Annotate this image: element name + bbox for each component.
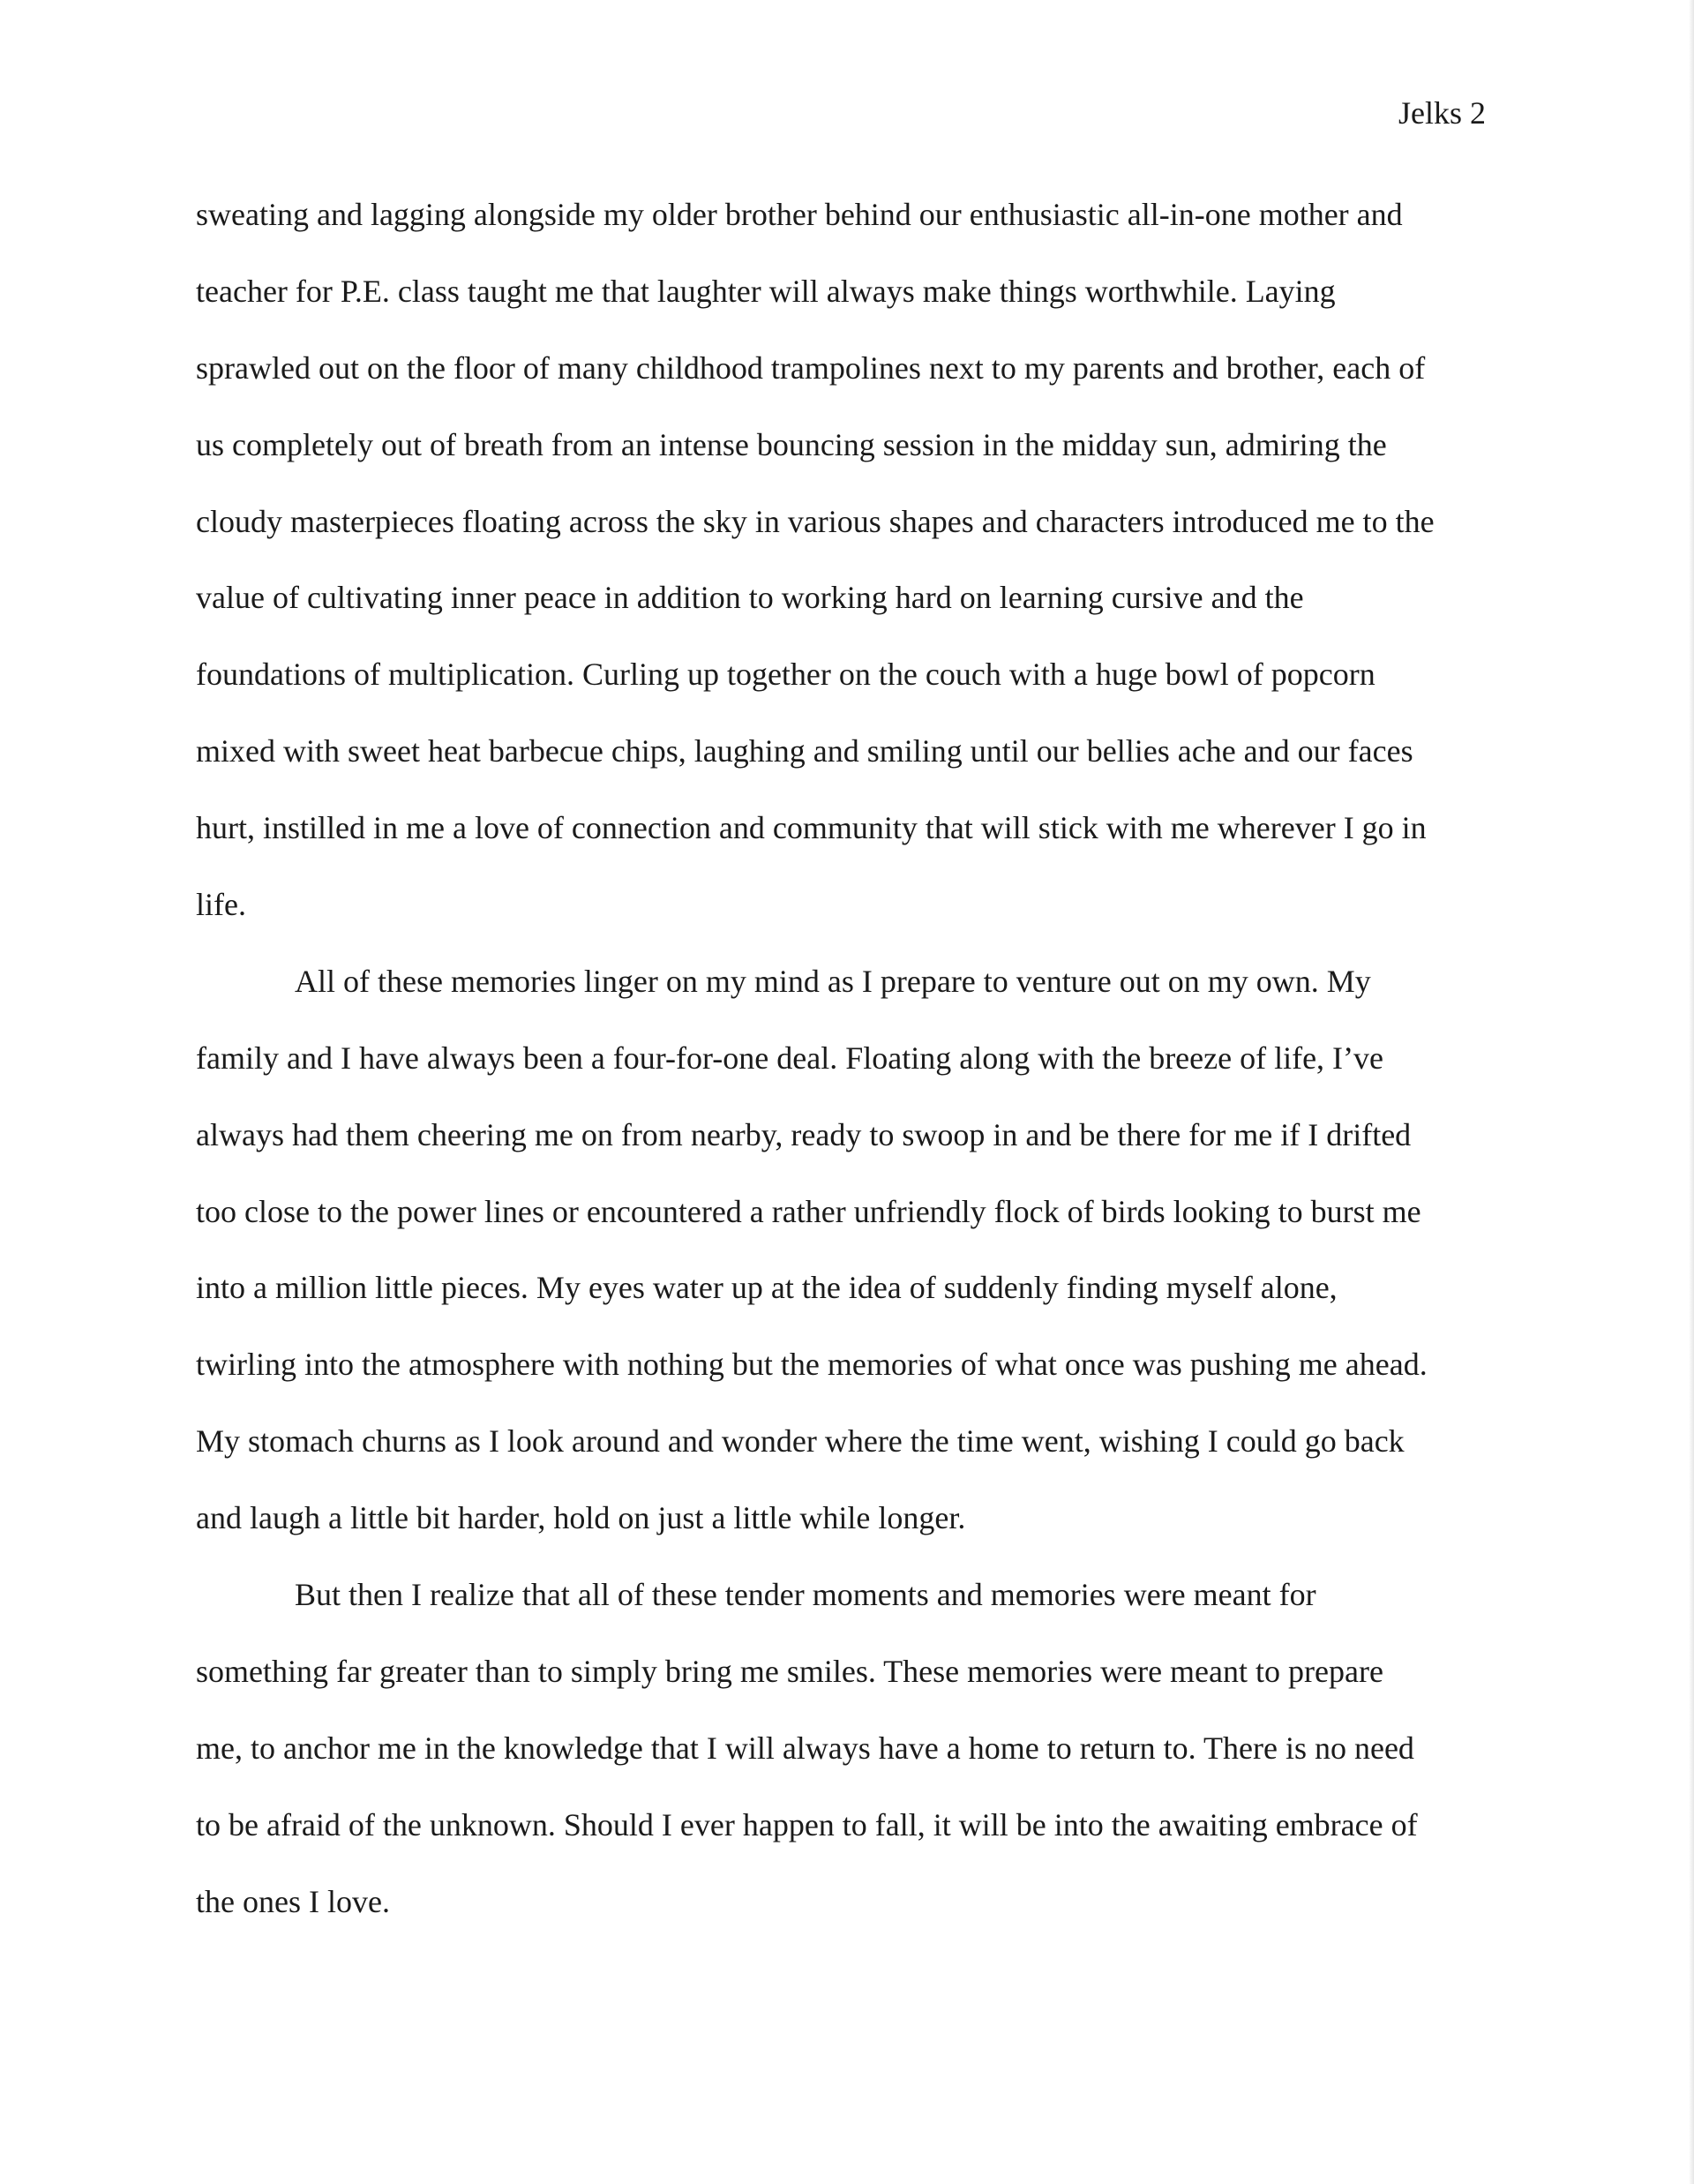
text-line: value of cultivating inner peace in addition to working hard on learning cursive and the <box>196 580 1304 615</box>
text-line: something far greater than to simply bring me smiles. These memories were meant to prepare <box>196 1654 1383 1689</box>
text-line: foundations of multiplication. Curling up together on the couch with a huge bowl of popcorn <box>196 657 1375 692</box>
text-line: cloudy masterpieces floating across the sky in various shapes and characters introduced me to the <box>196 504 1435 539</box>
text-line: twirling into the atmosphere with nothing but the memories of what once was pushing me ahead. <box>196 1347 1428 1382</box>
text-line: mixed with sweet heat barbecue chips, laughing and smiling until our bellies ache and our faces <box>196 733 1413 769</box>
text-line: family and I have always been a four-for-one deal. Floating along with the breeze of life, I’ve <box>196 1040 1384 1076</box>
text-line: All of these memories linger on my mind as I prepare to venture out on my own. My <box>295 964 1371 999</box>
text-line: to be afraid of the unknown. Should I ever happen to fall, it will be into the awaiting embrace of <box>196 1807 1418 1843</box>
text-line: But then I realize that all of these tender moments and memories were meant for <box>295 1577 1316 1612</box>
text-line: the ones I love. <box>196 1884 390 1919</box>
text-line: us completely out of breath from an intense bouncing session in the midday sun, admiring the <box>196 427 1387 462</box>
text-line: My stomach churns as I look around and wonder where the time went, wishing I could go back <box>196 1423 1405 1459</box>
text-line: teacher for P.E. class taught me that laughter will always make things worthwhile. Laying <box>196 274 1336 309</box>
page-edge-shadow <box>1689 0 1694 2184</box>
text-line: sweating and lagging alongside my older brother behind our enthusiastic all-in-one mother and <box>196 197 1403 232</box>
text-line: life. <box>196 887 246 922</box>
text-line: and laugh a little bit harder, hold on just a little while longer. <box>196 1500 966 1535</box>
text-line: sprawled out on the floor of many childhood trampolines next to my parents and brother, each of <box>196 350 1426 386</box>
text-line: hurt, instilled in me a love of connection and community that will stick with me wherever I go in <box>196 810 1427 845</box>
text-line: me, to anchor me in the knowledge that I will always have a home to return to. There is no need <box>196 1730 1414 1766</box>
running-head: Jelks 2 <box>1398 95 1486 131</box>
text-line: too close to the power lines or encountered a rather unfriendly flock of birds looking to burst me <box>196 1194 1421 1229</box>
text-line: into a million little pieces. My eyes water up at the idea of suddenly finding myself alone, <box>196 1270 1338 1305</box>
text-line: always had them cheering me on from nearby, ready to swoop in and be there for me if I drifted <box>196 1117 1412 1152</box>
